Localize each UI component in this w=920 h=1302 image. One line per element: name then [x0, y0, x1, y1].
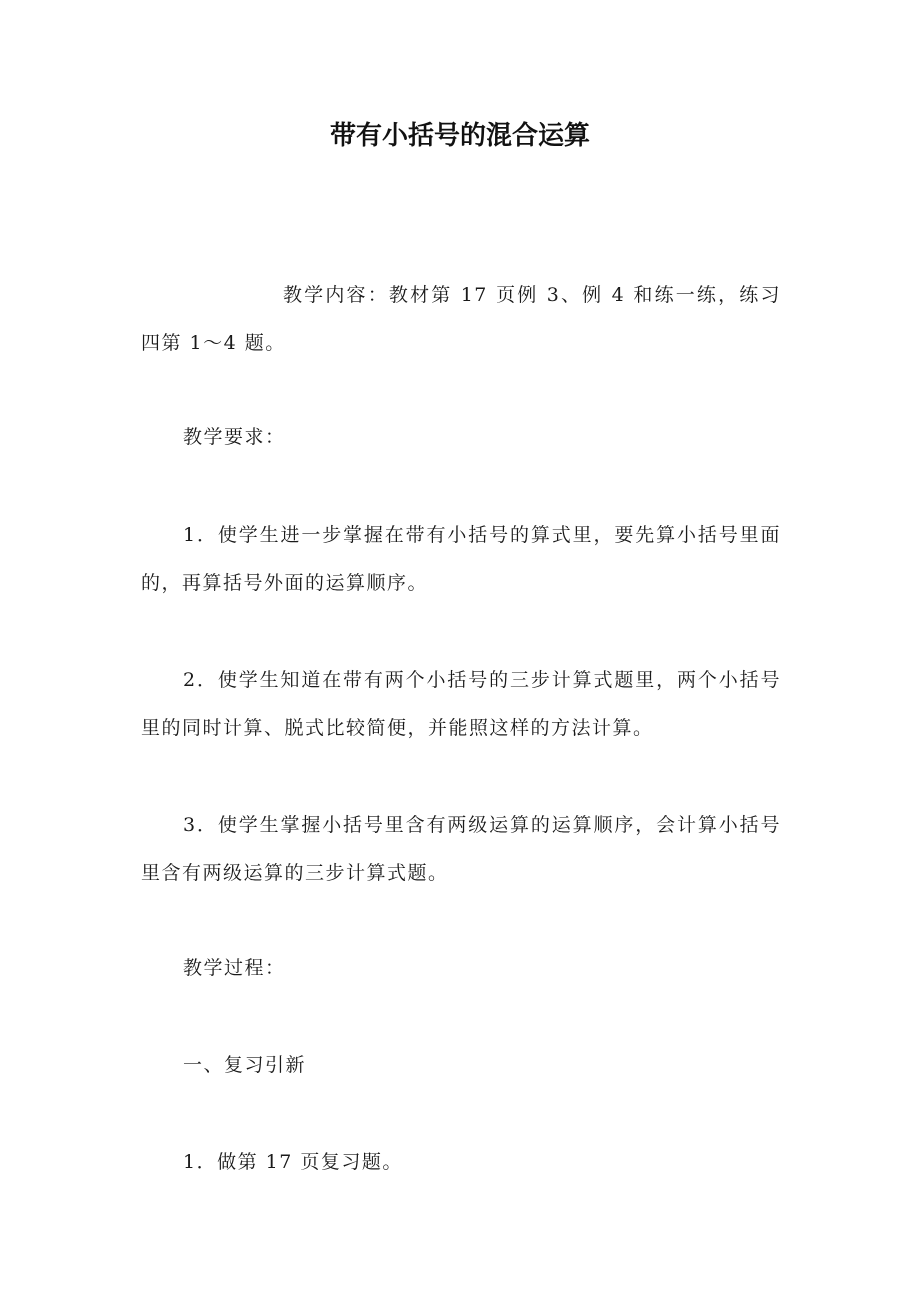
- requirement-item-3: 3．使学生掌握小括号里含有两级运算的运算顺序，会计算小括号里含有两级运算的三步计算式题。: [141, 814, 781, 884]
- step-one-text: 1．做第 17 页复习题。: [183, 1151, 403, 1173]
- requirement-item-2: 2．使学生知道在带有两个小括号的三步计算式题里，两个小括号里的同时计算、脱式比较简便，并能照这样的方法计算。: [141, 669, 781, 739]
- document-title: 带有小括号的混合运算: [329, 121, 590, 151]
- section-one-heading: 一、复习引新: [183, 1054, 307, 1076]
- teaching-content-paragraph: 教学内容：教材第 17 页例 3、例 4 和练一练，练习四第 1～4 题。: [141, 284, 781, 354]
- teaching-process-heading: 教学过程：: [183, 957, 286, 979]
- requirement-item-1: 1．使学生进一步掌握在带有小括号的算式里，要先算小括号里面的，再算括号外面的运算顺序。: [141, 524, 781, 594]
- teaching-requirements-heading: 教学要求：: [183, 426, 286, 448]
